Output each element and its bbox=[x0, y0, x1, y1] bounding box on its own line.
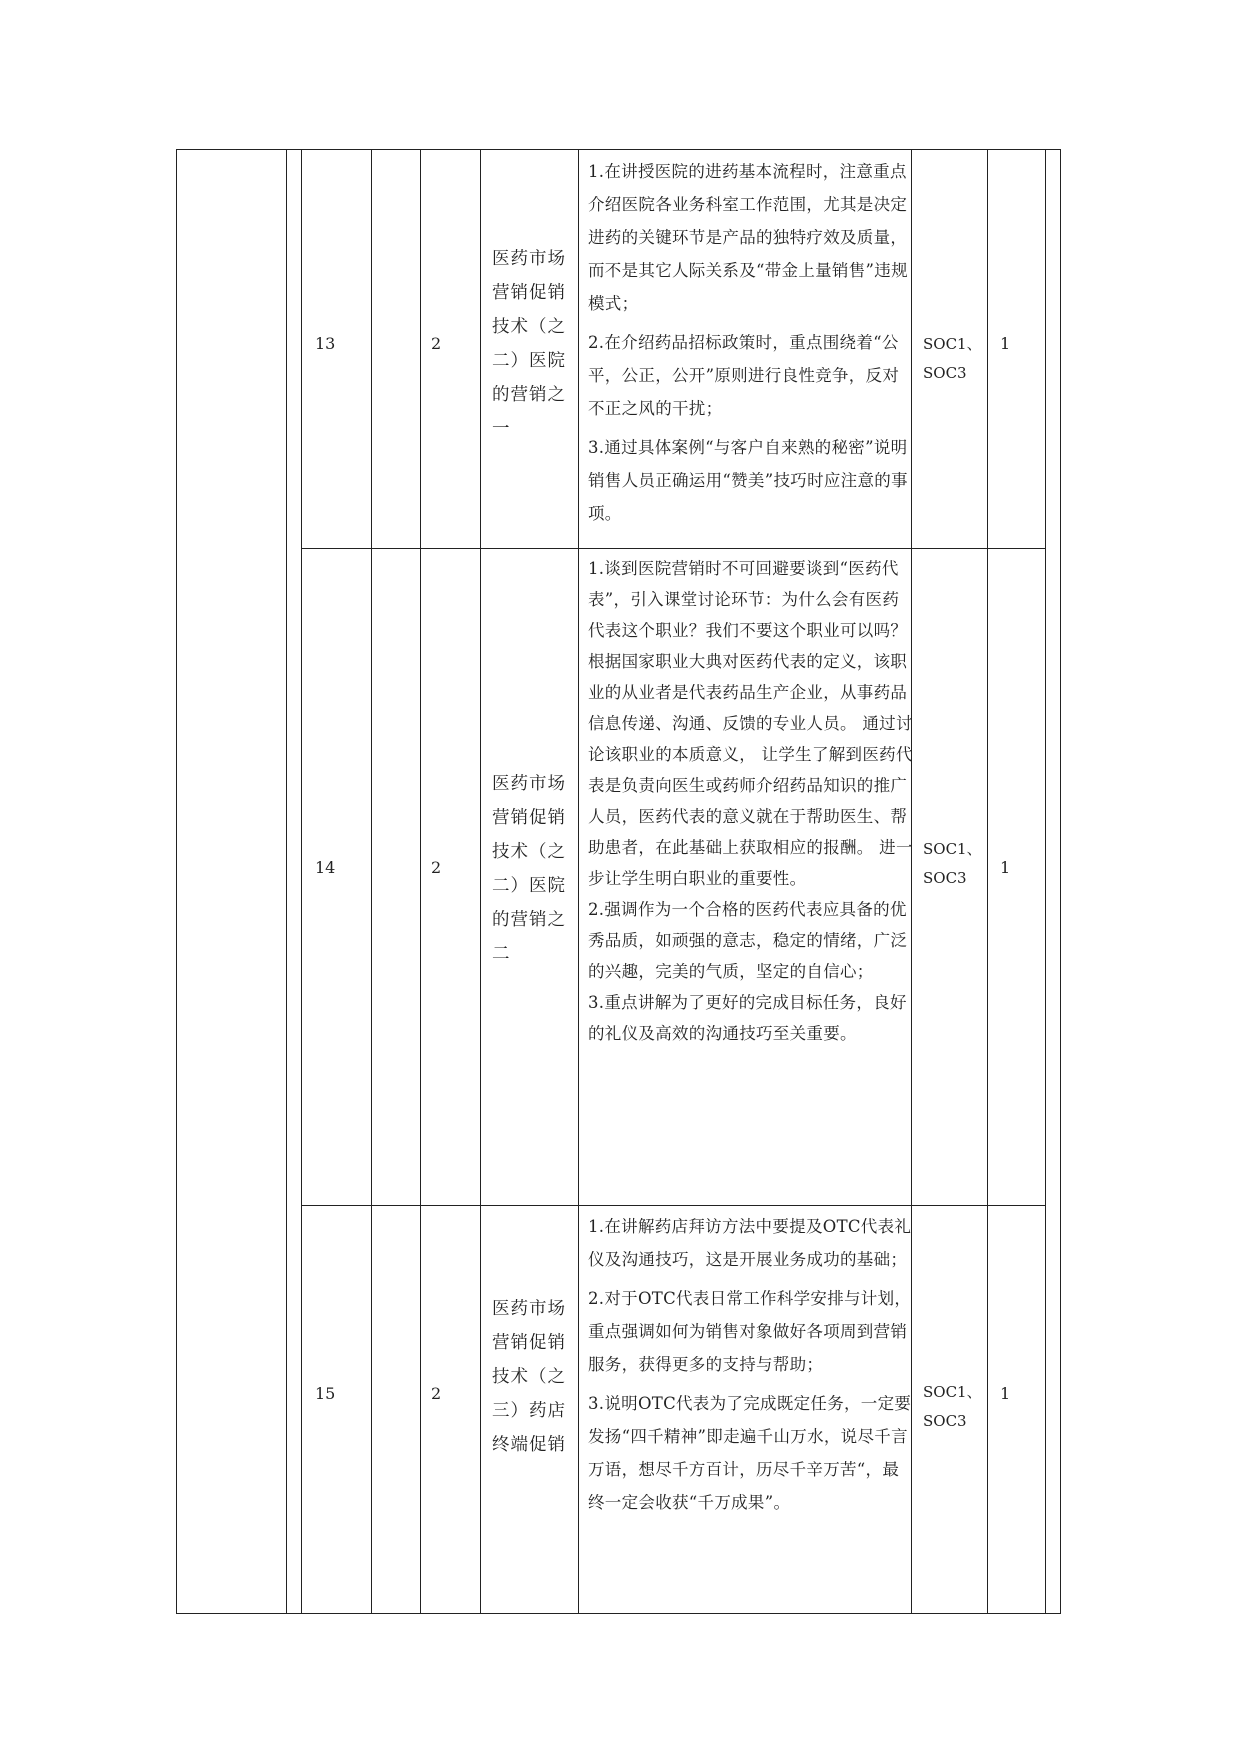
row-content bbox=[588, 1210, 913, 1525]
soc-code: SOC3 bbox=[923, 869, 967, 887]
content-item: 2.对于OTC代表日常工作科学安排与计划，重点强调如何为销售对象做好各项周到营销服务，获得更多的支持与帮助； bbox=[588, 1289, 912, 1374]
row-count: 1 bbox=[1000, 1384, 1011, 1403]
row-hours: 2 bbox=[431, 858, 442, 877]
row-hours: 2 bbox=[431, 1384, 442, 1403]
row-number: 13 bbox=[315, 334, 336, 353]
content-item: 1.谈到医院营销时不可回避要谈到“医药代表”，引入课堂讨论环节：为什么会有医药代表这个职业？我们不要这个职业可以吗？ 根据国家职业大典对医药代表的定义，该职业的从业者是代表药品生产企业，从事药品信息传递、沟通、反馈的专业人员。 通过讨论该职业的本质意义， 让学生了解到医药代表是负责向医生或药师介绍药品知识的推广人员，医药代表的意义就在于帮助医生、帮助患者，在此基础上获取相应的报酬。 进一步让学生明白职业的重要性。 bbox=[588, 559, 913, 888]
row-soc bbox=[923, 835, 982, 893]
row-number: 14 bbox=[315, 858, 336, 877]
content-item: 3.通过具体案例“与客户自来熟的秘密”说明销售人员正确运用“赞美”技巧时应注意的事项。 bbox=[588, 438, 908, 523]
row-topic: 医药市场营销促销技术（之三）药店终端促销 bbox=[492, 1299, 566, 1455]
row-topic: 医药市场营销促销技术（之二）医院的营销之二 bbox=[492, 774, 566, 964]
content-item: 1.在讲解药店拜访方法中要提及OTC代表礼仪及沟通技巧，这是开展业务成功的基础； bbox=[588, 1217, 912, 1269]
content-item: 3.重点讲解为了更好的完成目标任务，良好的礼仪及高效的沟通技巧至关重要。 bbox=[588, 993, 907, 1043]
row-content bbox=[588, 553, 913, 1049]
row-count: 1 bbox=[1000, 858, 1011, 877]
row-topic: 医药市场营销促销技术（之二）医院的营销之一 bbox=[492, 249, 566, 439]
content-item: 2.在介绍药品招标政策时，重点围绕着“公平，公正，公开”原则进行良性竞争，反对不正之风的干扰； bbox=[588, 333, 900, 418]
row-number: 15 bbox=[315, 1384, 336, 1403]
soc-code: SOC3 bbox=[923, 1412, 967, 1430]
soc-code: SOC3 bbox=[923, 364, 967, 382]
row-hours: 2 bbox=[431, 334, 442, 353]
soc-code: SOC1、 bbox=[923, 840, 982, 858]
content-item: 2.强调作为一个合格的医药代表应具备的优秀品质，如顽强的意志，稳定的情绪，广泛的兴趣，完美的气质，坚定的自信心； bbox=[588, 900, 908, 981]
row-soc bbox=[923, 330, 982, 388]
content-item: 3.说明OTC代表为了完成既定任务，一定要发扬“四千精神”即走遍千山万水，说尽千言万语，想尽千方百计，历尽千辛万苦“，最终一定会收获“千万成果”。 bbox=[588, 1394, 912, 1512]
soc-code: SOC1、 bbox=[923, 1383, 982, 1401]
content-item: 1.在讲授医院的进药基本流程时，注意重点介绍医院各业务科室工作范围，尤其是决定进药的关键环节是产品的独特疗效及质量，而不是其它人际关系及“带金上量销售”违规模式； bbox=[588, 162, 908, 313]
row-content bbox=[588, 155, 913, 536]
soc-code: SOC1、 bbox=[923, 335, 982, 353]
row-soc bbox=[923, 1378, 982, 1436]
row-count: 1 bbox=[1000, 334, 1011, 353]
